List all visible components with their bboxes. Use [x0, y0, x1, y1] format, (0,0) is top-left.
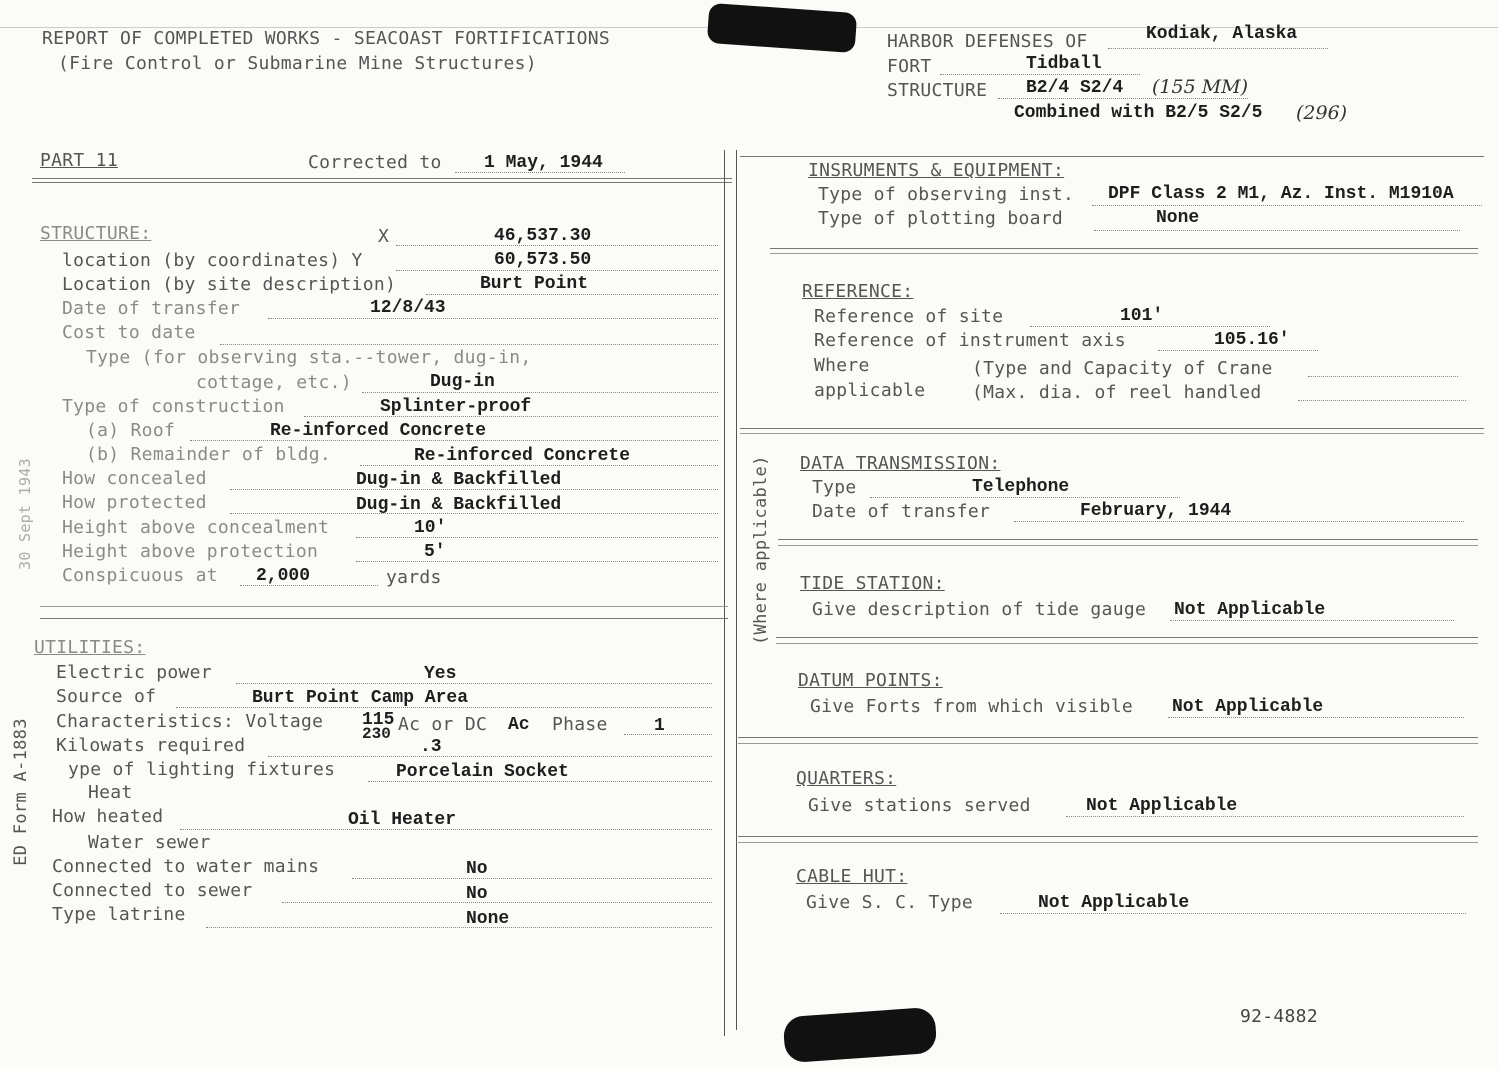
harbor-label: HARBOR DEFENSES OF [887, 31, 1088, 52]
forts-value: Not Applicable [1172, 697, 1324, 717]
conspicuous-label: Conspicuous at [62, 565, 218, 586]
phase-line [624, 734, 712, 735]
type-value: Dug-in [430, 372, 495, 392]
axis-value: 105.16' [1214, 330, 1290, 350]
divider [738, 842, 1478, 843]
heated-value: Oil Heater [348, 810, 457, 830]
x-value: 46,537.30 [494, 226, 592, 246]
date-line [268, 318, 718, 319]
sewer-line [282, 902, 712, 903]
datum-heading: DATUM POINTS: [798, 670, 943, 691]
heated-label: How heated [52, 806, 164, 827]
structure-line [998, 98, 1248, 99]
divider [738, 737, 1478, 738]
height-protect-value: 5' [424, 542, 446, 562]
corrected-label: Corrected to [308, 152, 442, 173]
gauge-line [1170, 620, 1454, 621]
quarters-heading: QUARTERS: [796, 768, 897, 789]
cable-type-value: Not Applicable [1038, 893, 1190, 913]
stations-line [1066, 816, 1464, 817]
divider [776, 637, 1478, 638]
transmission-type-label: Type [812, 477, 857, 498]
water-label: Water sewer [88, 832, 211, 853]
acdc-value: Ac [508, 715, 530, 735]
divider [770, 253, 1478, 254]
concealed-label: How concealed [62, 468, 207, 489]
transmission-type-line [870, 497, 1180, 498]
height-protect-label: Height above protection [62, 541, 319, 562]
mains-value: No [466, 859, 488, 879]
electric-label: Electric power [56, 662, 212, 683]
roof-label: (a) Roof [86, 420, 176, 441]
divider [778, 539, 1478, 540]
location-site-label: Location (by site description) [62, 274, 397, 295]
protected-label: How protected [62, 492, 207, 513]
cost-line [220, 344, 718, 345]
type-label-2: cottage, etc.) [196, 372, 352, 393]
phase-value: 1 [654, 716, 665, 736]
electric-line [236, 683, 712, 684]
height-protect-line [356, 561, 718, 562]
instruments-heading: INSRUMENTS & EQUIPMENT: [808, 160, 1065, 181]
divider [740, 433, 1484, 434]
height-conceal-label: Height above concealment [62, 517, 330, 538]
column-divider [736, 150, 737, 1030]
combined-handwritten: (296) [1296, 102, 1348, 124]
date-transfer-value: 12/8/43 [370, 298, 446, 318]
transmission-date-label: Date of transfer [812, 501, 991, 522]
axis-line [1158, 350, 1318, 351]
y-line [396, 270, 718, 271]
structure-heading: STRUCTURE: [40, 223, 152, 244]
redaction-mark [783, 1007, 938, 1063]
site-line [426, 294, 718, 295]
gauge-label: Give description of tide gauge [812, 599, 1147, 620]
latrine-value: None [466, 909, 510, 929]
forts-label: Give Forts from which visible [810, 696, 1133, 717]
date-stamp: 30 Sept 1943 [16, 458, 34, 570]
axis-label: Reference of instrument axis [814, 330, 1126, 351]
redaction-mark [707, 3, 857, 53]
roof-value: Re-inforced Concrete [270, 421, 487, 441]
acdc-label: Ac or DC [398, 714, 488, 735]
document-number: 92-4882 [1240, 1006, 1318, 1027]
site-label: Reference of site [814, 306, 1004, 327]
construction-label: Type of construction [62, 396, 285, 417]
date-transfer-label: Date of transfer [62, 298, 241, 319]
corrected-value: 1 May, 1944 [484, 153, 603, 173]
observing-line [1092, 205, 1482, 206]
observing-value: DPF Class 2 M1, Az. Inst. M1910A [1108, 184, 1454, 204]
height-conceal-value: 10' [414, 518, 447, 538]
utilities-heading: UTILITIES: [34, 637, 146, 658]
applicable-label: applicable [814, 380, 926, 401]
protected-value: Dug-in & Backfilled [356, 495, 562, 515]
site-value: 101' [1120, 306, 1164, 326]
where-applicable-note: (Where applicable) [751, 455, 771, 645]
tide-heading: TIDE STATION: [800, 573, 945, 594]
structure-label: STRUCTURE [887, 80, 988, 101]
plotting-label: Type of plotting board [818, 208, 1064, 229]
plotting-value: None [1156, 208, 1200, 228]
site-line [1030, 326, 1270, 327]
construction-value: Splinter-proof [380, 397, 532, 417]
remainder-value: Re-inforced Concrete [414, 446, 631, 466]
mains-label: Connected to water mains [52, 856, 320, 877]
cost-label: Cost to date [62, 322, 196, 343]
divider [738, 743, 1478, 744]
latrine-line [206, 927, 712, 928]
gauge-value: Not Applicable [1174, 600, 1326, 620]
conspicuous-unit: yards [386, 567, 442, 588]
divider [40, 618, 728, 619]
transmission-type-value: Telephone [972, 477, 1070, 497]
heat-label: Heat [88, 782, 133, 803]
location-site-value: Burt Point [480, 274, 589, 294]
structure-value: B2/4 S2/4 [1026, 78, 1124, 98]
observing-label: Type of observing inst. [818, 184, 1075, 205]
source-label: Source of [56, 686, 157, 707]
divider [32, 182, 732, 183]
part-label: PART 11 [40, 150, 118, 171]
lighting-value: Porcelain Socket [396, 762, 569, 782]
divider [776, 643, 1478, 644]
column-divider [724, 150, 725, 1036]
voltage-value-2: 230 [362, 725, 391, 743]
data-transmission-heading: DATA TRANSMISSION: [800, 453, 1001, 474]
transmission-date-value: February, 1944 [1080, 501, 1232, 521]
divider [770, 248, 1478, 249]
reel-label: (Max. dia. of reel handled [972, 382, 1262, 403]
form-number: ED Form A-1883 [11, 718, 31, 866]
stations-label: Give stations served [808, 795, 1031, 816]
remainder-label: (b) Remainder of bldg. [86, 444, 332, 465]
conspicuous-value: 2,000 [256, 566, 311, 586]
type-label-1: Type (for observing sta.--tower, dug-in, [86, 347, 532, 368]
reel-line [1298, 400, 1466, 401]
sewer-value: No [466, 884, 488, 904]
reference-heading: REFERENCE: [802, 281, 914, 302]
harbor-line [1108, 48, 1328, 49]
electric-value: Yes [424, 664, 457, 684]
structure-handwritten: (155 MM) [1152, 76, 1249, 98]
kilowatts-value: .3 [420, 737, 442, 757]
report-title: REPORT OF COMPLETED WORKS - SEACOAST FORTIFICATIONS [42, 28, 610, 49]
type-line [362, 392, 718, 393]
where-label: Where [814, 355, 870, 376]
source-value: Burt Point Camp Area [252, 688, 469, 708]
divider [40, 606, 728, 607]
height-conceal-line [356, 537, 718, 538]
voltage-value: 115 [362, 710, 395, 730]
latrine-label: Type latrine [52, 904, 186, 925]
report-subtitle: (Fire Control or Submarine Mine Structures) [58, 53, 537, 74]
characteristics-label: Characteristics: Voltage [56, 711, 324, 732]
transmission-date-line [1014, 521, 1464, 522]
kilowatts-line [268, 756, 712, 757]
concealed-value: Dug-in & Backfilled [356, 470, 562, 490]
crane-line [1308, 376, 1458, 377]
divider [740, 156, 1484, 157]
fort-label: FORT [887, 56, 932, 77]
forts-line [1168, 717, 1464, 718]
x-label: X [378, 226, 390, 247]
divider [32, 178, 732, 179]
phase-label: Phase [552, 714, 608, 735]
cable-hut-heading: CABLE HUT: [796, 866, 908, 887]
harbor-value: Kodiak, Alaska [1146, 24, 1298, 44]
plotting-line [1094, 230, 1460, 231]
divider [738, 836, 1478, 837]
cable-type-label: Give S. C. Type [806, 892, 974, 913]
stations-value: Not Applicable [1086, 796, 1238, 816]
fort-line [940, 74, 1140, 75]
kilowatts-label: Kilowats required [56, 735, 246, 756]
divider [740, 428, 1484, 429]
fort-value: Tidball [1026, 54, 1102, 74]
location-coordinates-label: location (by coordinates) Y [62, 250, 363, 271]
y-value: 60,573.50 [494, 250, 592, 270]
crane-label: (Type and Capacity of Crane [972, 358, 1273, 379]
mains-line [352, 878, 712, 879]
divider [778, 545, 1478, 546]
sewer-label: Connected to sewer [52, 880, 253, 901]
lighting-label: ype of lighting fixtures [68, 759, 336, 780]
cable-type-line [1000, 913, 1466, 914]
combined-value: Combined with B2/5 S2/5 [1014, 103, 1263, 123]
